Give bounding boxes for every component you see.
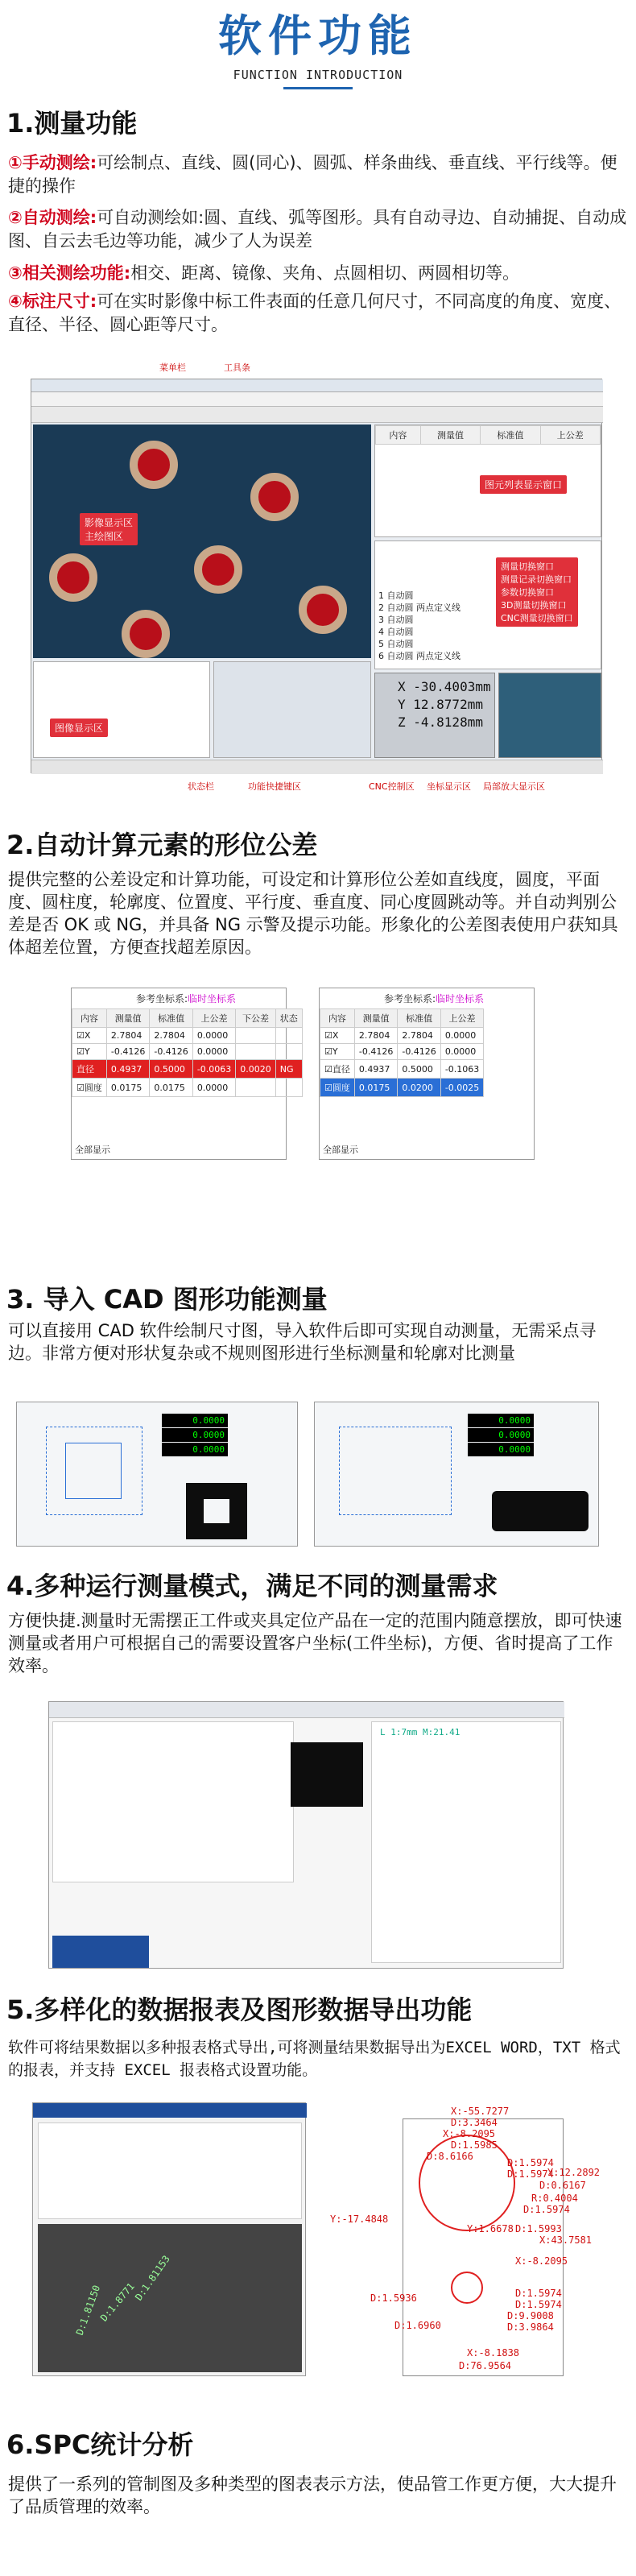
col-header: 内容 — [376, 426, 421, 445]
caption-zoom: 局部放大显示区 — [483, 781, 545, 792]
toolbar — [31, 407, 603, 423]
show-all-checkbox[interactable]: 全部显示 — [323, 1145, 358, 1155]
dimension-drawing: X:-55.7277 D:3.3464 X:-8.2095 D:1.5985 D:8.6166 D:1.5974 D:1.5974 D:0.6167 Y:12.2892 R:0.4004 D:1.5974 Y:-17.4848 Y:1.6678 D:1.5993 X:43.7581 X:-8.2095 D:1.5936 D:1.6960 D:1.5974 D:1.5974 D:9.9008 D:3.9864 X:-8.1838 D:76.9564 — [330, 2102, 612, 2380]
table-row[interactable]: ☑直径 0.4937 0.5000 -0.1063 — [320, 1060, 484, 1079]
col-header: 状态 — [275, 1009, 302, 1028]
col-header: 下公差 — [236, 1009, 276, 1028]
coord-z: Z -4.8128mm — [398, 714, 483, 730]
menu-bar — [31, 392, 603, 407]
cad-import-screenshot-1 — [16, 1402, 298, 1547]
status-bar — [31, 760, 603, 774]
lcd-display: 0.0000 — [162, 1428, 228, 1442]
callout-element-list: 图元列表显示窗口 — [480, 475, 567, 494]
table-row-ng[interactable]: 直径 0.4937 0.5000 -0.0063 0.0020 NG — [72, 1060, 303, 1079]
caption-shortcut: 功能快捷键区 — [248, 781, 301, 792]
col-header: 标准值 — [398, 1009, 440, 1028]
tolerance-panel-ok — [319, 988, 535, 1160]
item-label: 手动测绘: — [22, 153, 97, 172]
page-title: 软件功能 — [218, 10, 418, 61]
item-text: 可在实时影像中标工件表面的任意几何尺寸，不同高度的角度、宽度、直径、半径、圆心距等尺寸。 — [8, 292, 622, 334]
section-4-text: 方便快捷.测量时无需摆正工件或夹具定位产品在一定的范围内随意摆放，即可快速测量或者用户可根据自己的需要设置客户坐标(工件坐标)，方便、省时提高了工作效率。 — [8, 1611, 622, 1675]
section-6-heading: 6.SPC统计分析 — [6, 2429, 194, 2460]
col-header: 上公差 — [192, 1009, 235, 1028]
section-3-text: 可以直接用 CAD 软件绘制尺寸图，导入软件后即可实现自动测量，无需采点寻边。非常方便对形状复杂或不规则图形进行坐标测量和轮廓对比测量 — [8, 1321, 597, 1363]
cad-import-screenshot-2 — [314, 1402, 599, 1547]
col-header: 测量值 — [106, 1009, 149, 1028]
table-row[interactable]: ☑X 2.7804 2.7804 0.0000 — [320, 1028, 484, 1044]
caption-statusbar: 状态栏 — [188, 781, 214, 792]
title-underline — [283, 87, 353, 89]
coord-system-label: 参考坐标系: — [384, 993, 436, 1004]
item-text: 可自动测绘如:圆、直线、弧等图形。具有自动寻边、自动捕捉、自动成图、自云去毛边等功能，减少了人为误差 — [8, 208, 627, 251]
item-label: 相关测绘功能: — [22, 263, 131, 283]
tolerance-panel-ng — [71, 988, 298, 1160]
coord-y: Y 12.8772mm — [398, 697, 483, 712]
feature-item-manual — [8, 151, 628, 198]
caption-cnc: CNC控制区 — [369, 781, 415, 792]
list-item[interactable]: 6 自动圆 两点定义线 — [378, 651, 460, 661]
measurement-list — [374, 540, 601, 669]
section-1-heading: 1.测量功能 — [6, 108, 138, 139]
table-row-selected[interactable]: ☑圆度 0.0175 0.0200 -0.0025 — [320, 1079, 484, 1097]
software-screenshot-main — [31, 379, 602, 773]
rotated-dim: D:1.81153 — [133, 2253, 172, 2303]
element-list-window — [374, 425, 601, 537]
callout-graphics-area: 图像显示区 — [50, 719, 108, 737]
page-subtitle: FUNCTION INTRODUCTION — [233, 68, 403, 82]
table-row[interactable]: ☑圆度 0.0175 0.0175 0.0000 — [72, 1079, 303, 1097]
item-text: 相交、距离、镜像、夹角、点圆相切、两圆相切等。 — [130, 263, 520, 283]
col-header: 内容 — [320, 1009, 355, 1028]
caption-toolbar: 工具条 — [224, 362, 250, 373]
rotated-dim: D:1.81150 — [73, 2284, 103, 2337]
rotated-dim: D:1.8771 — [97, 2280, 137, 2324]
list-item[interactable]: 2 自动圆 两点定义线 — [378, 603, 460, 613]
col-header: 标准值 — [481, 426, 540, 445]
lcd-display: 0.0000 — [468, 1414, 534, 1427]
cnc-coordinate-display — [374, 673, 495, 758]
excel-report-screenshot — [32, 2102, 306, 2376]
coord-system-value: 临时坐标系 — [188, 993, 237, 1004]
section-4-heading: 4.多种运行测量模式，满足不同的测量需求 — [6, 1571, 498, 1601]
coord-x: X -30.4003mm — [398, 679, 491, 694]
feature-item-auto — [8, 206, 628, 253]
screen-readout: L 1:7mm M:21.41 — [380, 1727, 460, 1737]
lcd-display: 0.0000 — [162, 1443, 228, 1456]
table-row[interactable]: ☑X 2.7804 2.7804 0.0000 — [72, 1028, 303, 1044]
list-item[interactable]: 3 自动圆 — [378, 615, 414, 625]
item-number: ④ — [8, 292, 23, 311]
function-shortcut-area — [213, 661, 371, 758]
col-header: 测量值 — [354, 1009, 397, 1028]
caption-coord: 坐标显示区 — [427, 781, 471, 792]
callout-image-area: 影像显示区 主绘图区 — [80, 513, 138, 545]
section-2-heading: 2.自动计算元素的形位公差 — [6, 830, 318, 860]
image-display-area — [33, 425, 371, 658]
window-titlebar — [31, 379, 603, 392]
show-all-checkbox[interactable]: 全部显示 — [75, 1145, 110, 1155]
table-row[interactable]: ☑Y -0.4126 -0.4126 0.0000 — [320, 1044, 484, 1060]
table-row[interactable]: ☑Y -0.4126 -0.4126 0.0000 — [72, 1044, 303, 1060]
lcd-display: 0.0000 — [162, 1414, 228, 1427]
col-header: 上公差 — [540, 426, 600, 445]
list-item[interactable]: 1 自动圆 — [378, 590, 414, 601]
col-header: 内容 — [72, 1009, 107, 1028]
item-text: 可绘制点、直线、圆(同心)、圆弧、样条曲线、垂直线、平行线等。便捷的操作 — [8, 153, 617, 196]
caption-menubar: 菜单栏 — [159, 362, 186, 373]
graphics-display-area — [33, 661, 210, 758]
feature-item-related — [8, 262, 628, 285]
feature-item-dimension — [8, 290, 628, 337]
callout-switch-windows: 测量切换窗口 测量记录切换窗口 参数切换窗口 3D测量切换窗口 CNC测量切换窗口 — [496, 557, 578, 627]
list-item[interactable]: 4 自动圆 — [378, 627, 414, 637]
list-item[interactable]: 5 自动圆 — [378, 639, 414, 649]
item-number: ② — [8, 208, 23, 227]
section-5-heading: 5.多样化的数据报表及图形数据导出功能 — [6, 1994, 473, 2025]
item-number: ① — [8, 153, 23, 172]
measure-mode-screenshot — [48, 1701, 564, 1969]
section-3-heading: 3. 导入 CAD 图形功能测量 — [6, 1284, 328, 1315]
lcd-display: 0.0000 — [468, 1428, 534, 1442]
coord-system-label: 参考坐标系: — [136, 993, 188, 1004]
col-header: 标准值 — [150, 1009, 192, 1028]
section-5-text: 软件可将结果数据以多种报表格式导出,可将测量结果数据导出为EXCEL WORD，TXT 格式的报表，并支持 EXCEL 报表格式设置功能。 — [8, 2039, 621, 2079]
local-zoom-area — [498, 673, 601, 758]
item-number: ③ — [8, 263, 23, 283]
section-6-text: 提供了一系列的管制图及多种类型的图表表示方法，使品管工作更方便，大大提升了品质管理的效率。 — [8, 2475, 617, 2516]
lcd-display: 0.0000 — [468, 1443, 534, 1456]
coord-system-value: 临时坐标系 — [436, 993, 485, 1004]
col-header: 测量值 — [420, 426, 480, 445]
section-2-text: 提供完整的公差设定和计算功能，可设定和计算形位公差如直线度，圆度，平面度、圆柱度，轮廓度、位置度、平行度、垂直度、同心度圆跳动等。并自动判别公差是否 OK 或 NG，并具备 NG 示警及提示功能。形象化的公差图表使用户获知具体超差位置，方便查找超差原因。 — [8, 870, 618, 957]
item-label: 标注尺寸: — [22, 292, 97, 311]
col-header: 上公差 — [440, 1009, 483, 1028]
item-label: 自动测绘: — [22, 208, 97, 227]
